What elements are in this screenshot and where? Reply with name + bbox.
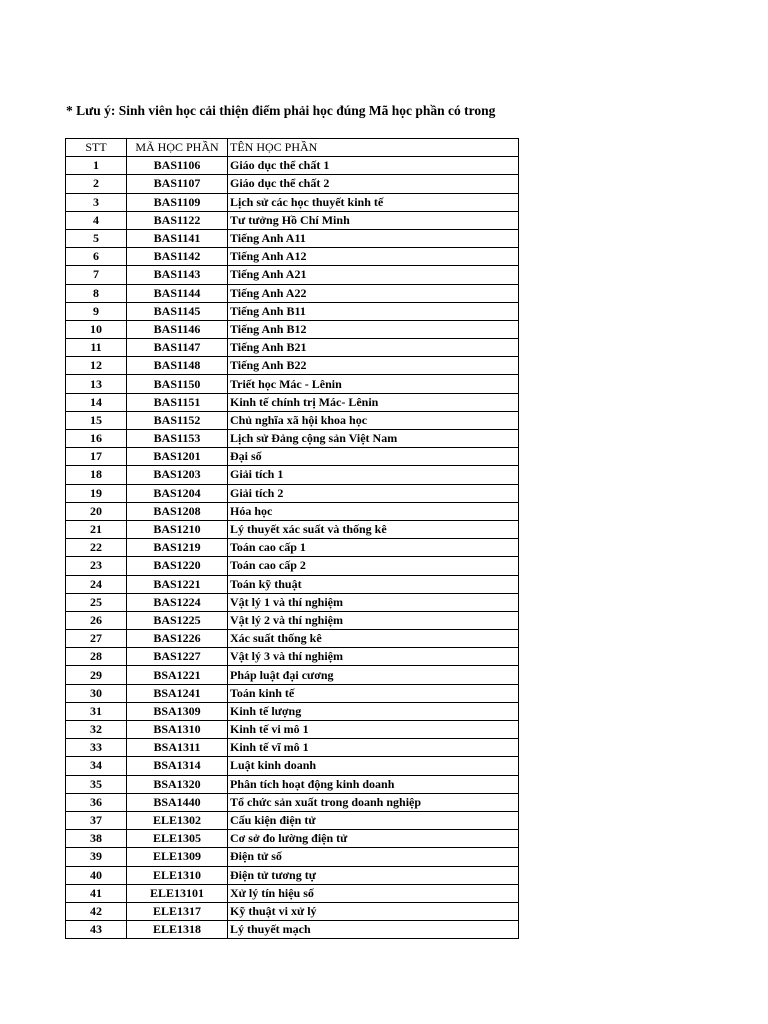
- table-row: [66, 630, 519, 648]
- table-row: [66, 648, 519, 666]
- row-stt-cell: 9: [66, 302, 127, 320]
- row-course-code-cell: BAS1226: [127, 630, 228, 648]
- table-row: [66, 757, 519, 775]
- row-stt-cell: 40: [66, 866, 127, 884]
- row-course-code-cell: BAS1109: [127, 193, 228, 211]
- row-course-name-cell: Kinh tế vĩ mô 1: [228, 739, 519, 757]
- row-course-name-cell: Toán kinh tế: [228, 684, 519, 702]
- row-course-name-cell: Tiếng Anh B21: [228, 339, 519, 357]
- table-row: [66, 593, 519, 611]
- row-stt-cell: 33: [66, 739, 127, 757]
- row-stt-cell: 23: [66, 557, 127, 575]
- row-course-name-cell: Vật lý 3 và thí nghiệm: [228, 648, 519, 666]
- row-course-code-cell: BAS1225: [127, 611, 228, 629]
- row-stt-cell: 10: [66, 320, 127, 338]
- table-row: [66, 484, 519, 502]
- row-stt-cell: 19: [66, 484, 127, 502]
- row-course-name-cell: Cơ sở đo lường điện tử: [228, 830, 519, 848]
- table-row: [66, 411, 519, 429]
- table-row: [66, 229, 519, 247]
- row-course-code-cell: BAS1204: [127, 484, 228, 502]
- row-course-code-cell: BSA1320: [127, 775, 228, 793]
- row-course-name-cell: Hóa học: [228, 502, 519, 520]
- row-course-code-cell: BAS1143: [127, 266, 228, 284]
- table-row: [66, 284, 519, 302]
- row-course-code-cell: ELE1302: [127, 811, 228, 829]
- row-stt-cell: 8: [66, 284, 127, 302]
- row-course-name-cell: Lịch sử Đảng cộng sản Việt Nam: [228, 430, 519, 448]
- row-course-name-cell: Toán cao cấp 2: [228, 557, 519, 575]
- table-row: [66, 448, 519, 466]
- table-row: [66, 739, 519, 757]
- row-course-name-cell: Toán cao cấp 1: [228, 539, 519, 557]
- header-course-code: MÃ HỌC PHẦN: [127, 139, 228, 157]
- row-course-code-cell: BAS1141: [127, 229, 228, 247]
- row-stt-cell: 15: [66, 411, 127, 429]
- row-course-code-cell: BAS1203: [127, 466, 228, 484]
- row-course-name-cell: Tiếng Anh A11: [228, 229, 519, 247]
- table-row: [66, 466, 519, 484]
- row-course-name-cell: Tiếng Anh A12: [228, 248, 519, 266]
- row-course-code-cell: BAS1106: [127, 157, 228, 175]
- row-course-code-cell: BAS1142: [127, 248, 228, 266]
- row-stt-cell: 39: [66, 848, 127, 866]
- row-course-name-cell: Xác suất thống kê: [228, 630, 519, 648]
- table-row: [66, 811, 519, 829]
- table-row: [66, 557, 519, 575]
- row-course-name-cell: Giáo dục thể chất 2: [228, 175, 519, 193]
- row-course-name-cell: Giáo dục thể chất 1: [228, 157, 519, 175]
- table-row: [66, 193, 519, 211]
- row-stt-cell: 34: [66, 757, 127, 775]
- row-stt-cell: 36: [66, 793, 127, 811]
- row-course-name-cell: Tổ chức sản xuất trong doanh nghiệp: [228, 793, 519, 811]
- row-course-name-cell: Đại số: [228, 448, 519, 466]
- row-course-code-cell: BAS1150: [127, 375, 228, 393]
- row-stt-cell: 32: [66, 721, 127, 739]
- row-course-code-cell: BSA1310: [127, 721, 228, 739]
- table-body: [66, 157, 519, 939]
- table-row: [66, 248, 519, 266]
- table-row: [66, 921, 519, 939]
- row-course-code-cell: ELE1317: [127, 902, 228, 920]
- table-row: [66, 575, 519, 593]
- row-course-name-cell: Luật kinh doanh: [228, 757, 519, 775]
- table-row: [66, 357, 519, 375]
- row-stt-cell: 21: [66, 520, 127, 538]
- row-course-code-cell: BAS1219: [127, 539, 228, 557]
- table-row: [66, 320, 519, 338]
- row-stt-cell: 24: [66, 575, 127, 593]
- row-course-name-cell: Tư tưởng Hồ Chí Minh: [228, 211, 519, 229]
- row-stt-cell: 38: [66, 830, 127, 848]
- table-row: [66, 848, 519, 866]
- row-stt-cell: 6: [66, 248, 127, 266]
- header-stt: STT: [66, 139, 127, 157]
- table-row: [66, 902, 519, 920]
- row-stt-cell: 43: [66, 921, 127, 939]
- row-stt-cell: 2: [66, 175, 127, 193]
- table-row: [66, 884, 519, 902]
- row-course-name-cell: Lý thuyết mạch: [228, 921, 519, 939]
- row-stt-cell: 42: [66, 902, 127, 920]
- row-stt-cell: 41: [66, 884, 127, 902]
- row-stt-cell: 11: [66, 339, 127, 357]
- table-row: [66, 211, 519, 229]
- row-stt-cell: 16: [66, 430, 127, 448]
- table-row: [66, 302, 519, 320]
- row-stt-cell: 17: [66, 448, 127, 466]
- row-course-name-cell: Tiếng Anh A22: [228, 284, 519, 302]
- header-course-name: TÊN HỌC PHẦN: [228, 139, 519, 157]
- table-row: [66, 793, 519, 811]
- row-course-code-cell: BAS1146: [127, 320, 228, 338]
- table-header-row: [66, 139, 519, 157]
- row-course-name-cell: Kinh tế vi mô 1: [228, 721, 519, 739]
- row-stt-cell: 37: [66, 811, 127, 829]
- row-stt-cell: 18: [66, 466, 127, 484]
- row-course-name-cell: Phân tích hoạt động kinh doanh: [228, 775, 519, 793]
- row-course-name-cell: Kỹ thuật vi xử lý: [228, 902, 519, 920]
- row-course-name-cell: Kinh tế chính trị Mác- Lênin: [228, 393, 519, 411]
- row-course-code-cell: BSA1241: [127, 684, 228, 702]
- table-row: [66, 430, 519, 448]
- row-course-code-cell: BAS1148: [127, 357, 228, 375]
- row-stt-cell: 5: [66, 229, 127, 247]
- note-text: * Lưu ý: Sinh viên học cải thiện điểm phải học đúng Mã học phần có trong: [66, 103, 496, 118]
- row-course-name-cell: Kinh tế lượng: [228, 702, 519, 720]
- table-row: [66, 266, 519, 284]
- row-course-name-cell: Tiếng Anh B11: [228, 302, 519, 320]
- row-course-code-cell: BAS1227: [127, 648, 228, 666]
- table-row: [66, 721, 519, 739]
- row-course-code-cell: BAS1201: [127, 448, 228, 466]
- row-stt-cell: 26: [66, 611, 127, 629]
- row-course-code-cell: BAS1151: [127, 393, 228, 411]
- table-row: [66, 502, 519, 520]
- row-stt-cell: 1: [66, 157, 127, 175]
- row-course-name-cell: Giải tích 1: [228, 466, 519, 484]
- table-row: [66, 520, 519, 538]
- table-row: [66, 866, 519, 884]
- row-course-name-cell: Lý thuyết xác suất và thống kê: [228, 520, 519, 538]
- row-stt-cell: 12: [66, 357, 127, 375]
- row-course-code-cell: BSA1440: [127, 793, 228, 811]
- row-stt-cell: 4: [66, 211, 127, 229]
- row-course-code-cell: BAS1147: [127, 339, 228, 357]
- row-course-code-cell: BAS1145: [127, 302, 228, 320]
- row-course-code-cell: BAS1122: [127, 211, 228, 229]
- table-row: [66, 175, 519, 193]
- row-course-code-cell: BAS1153: [127, 430, 228, 448]
- row-course-code-cell: BSA1221: [127, 666, 228, 684]
- table-row: [66, 393, 519, 411]
- table-row: [66, 611, 519, 629]
- row-course-code-cell: ELE13101: [127, 884, 228, 902]
- table-row: [66, 539, 519, 557]
- row-course-name-cell: Vật lý 2 và thí nghiệm: [228, 611, 519, 629]
- row-stt-cell: 13: [66, 375, 127, 393]
- table-row: [66, 375, 519, 393]
- row-stt-cell: 25: [66, 593, 127, 611]
- row-stt-cell: 3: [66, 193, 127, 211]
- row-course-code-cell: BAS1208: [127, 502, 228, 520]
- row-course-code-cell: ELE1318: [127, 921, 228, 939]
- row-course-name-cell: Tiếng Anh A21: [228, 266, 519, 284]
- row-course-name-cell: Cấu kiện điện tử: [228, 811, 519, 829]
- row-course-name-cell: Chủ nghĩa xã hội khoa học: [228, 411, 519, 429]
- table-row: [66, 339, 519, 357]
- row-stt-cell: 35: [66, 775, 127, 793]
- row-stt-cell: 30: [66, 684, 127, 702]
- row-course-name-cell: Điện tử tương tự: [228, 866, 519, 884]
- row-stt-cell: 28: [66, 648, 127, 666]
- row-course-name-cell: Tiếng Anh B22: [228, 357, 519, 375]
- row-course-code-cell: BSA1311: [127, 739, 228, 757]
- row-course-name-cell: Lịch sử các học thuyết kinh tế: [228, 193, 519, 211]
- row-course-name-cell: Toán kỹ thuật: [228, 575, 519, 593]
- row-course-code-cell: BAS1224: [127, 593, 228, 611]
- table-row: [66, 830, 519, 848]
- table-row: [66, 702, 519, 720]
- row-stt-cell: 22: [66, 539, 127, 557]
- row-course-code-cell: BAS1144: [127, 284, 228, 302]
- row-course-code-cell: BSA1309: [127, 702, 228, 720]
- row-course-code-cell: BAS1210: [127, 520, 228, 538]
- row-course-code-cell: BSA1314: [127, 757, 228, 775]
- row-course-name-cell: Triết học Mác - Lênin: [228, 375, 519, 393]
- row-stt-cell: 20: [66, 502, 127, 520]
- row-course-code-cell: ELE1309: [127, 848, 228, 866]
- row-course-code-cell: ELE1310: [127, 866, 228, 884]
- row-course-name-cell: Tiếng Anh B12: [228, 320, 519, 338]
- row-stt-cell: 7: [66, 266, 127, 284]
- row-course-name-cell: Pháp luật đại cương: [228, 666, 519, 684]
- row-course-code-cell: BAS1221: [127, 575, 228, 593]
- table-row: [66, 684, 519, 702]
- row-stt-cell: 31: [66, 702, 127, 720]
- table-row: [66, 157, 519, 175]
- row-course-name-cell: Giải tích 2: [228, 484, 519, 502]
- row-course-name-cell: Điện tử số: [228, 848, 519, 866]
- table-row: [66, 666, 519, 684]
- row-course-name-cell: Xử lý tín hiệu số: [228, 884, 519, 902]
- row-course-code-cell: BAS1152: [127, 411, 228, 429]
- row-course-code-cell: BAS1220: [127, 557, 228, 575]
- row-stt-cell: 27: [66, 630, 127, 648]
- table-row: [66, 775, 519, 793]
- row-course-code-cell: ELE1305: [127, 830, 228, 848]
- row-stt-cell: 29: [66, 666, 127, 684]
- course-table: [65, 138, 519, 939]
- row-stt-cell: 14: [66, 393, 127, 411]
- row-course-code-cell: BAS1107: [127, 175, 228, 193]
- row-course-name-cell: Vật lý 1 và thí nghiệm: [228, 593, 519, 611]
